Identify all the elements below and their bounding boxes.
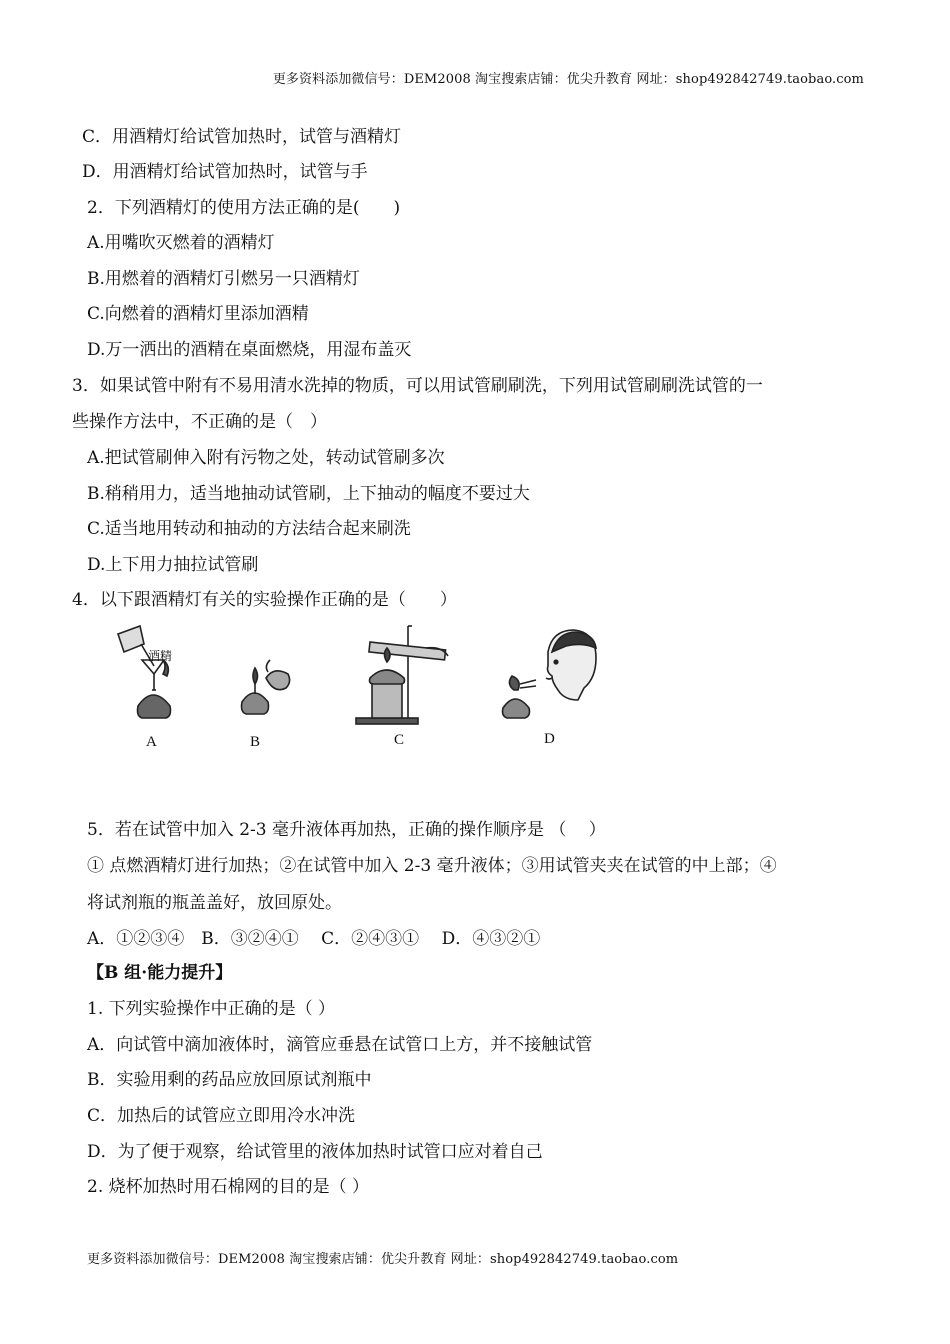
section-b-heading: 【B 组·能力提升】 [87,963,233,983]
b-question-1-option-c: C．加热后的试管应立即用冷水冲洗 [87,1106,356,1126]
figure-d-blowing [503,630,597,718]
figure-label-a: A [146,734,157,750]
alcohol-lamp-diagram [108,622,608,762]
option-c-line: C．用酒精灯给试管加热时，试管与酒精灯 [82,127,402,147]
question-4-figure [108,622,608,762]
question-5-options: A．①②③④ B．③②④① C．②④③① D．④③②① [87,929,541,949]
b-question-1-option-a: A．向试管中滴加液体时，滴管应垂悬在试管口上方，并不接触试管 [87,1035,593,1055]
figure-c-stand [356,626,448,724]
option-d-line: D．用酒精灯给试管加热时，试管与手 [82,162,368,182]
question-2: 2．下列酒精灯的使用方法正确的是( ) [87,198,401,218]
question-2-option-d: D.万一洒出的酒精在桌面燃烧，用湿布盖灭 [87,340,412,360]
question-3-line-1: 3．如果试管中附有不易用清水洗掉的物质，可以用试管刷刷洗，下列用试管刷刷洗试管的一 [72,376,763,396]
question-5: 5．若在试管中加入 2-3 毫升液体再加热，正确的操作顺序是 （ ） [87,820,606,840]
page-header: 更多资料添加微信号：DEM2008 淘宝搜索店铺：优尖升教育 网址：shop492842749.taobao.com [272,72,864,87]
figure-label-b: B [250,734,261,750]
question-3-option-a: A.把试管刷伸入附有污物之处，转动试管刷多次 [87,448,445,468]
question-2-option-c: C.向燃着的酒精灯里添加酒精 [87,304,309,324]
b-question-1: 1. 下列实验操作中正确的是（ ） [87,999,336,1019]
question-2-option-a: A.用嘴吹灭燃着的酒精灯 [87,233,275,253]
question-4: 4．以下跟酒精灯有关的实验操作正确的是（ ） [72,590,457,610]
question-3-line-2: 些操作方法中，不正确的是（ ） [72,412,327,432]
figure-label-alcohol: 酒精 [148,649,173,663]
question-3-option-c: C.适当地用转动和抽动的方法结合起来刷洗 [87,519,411,539]
question-3-option-d: D.上下用力抽拉试管刷 [87,555,259,575]
question-2-option-b: B.用燃着的酒精灯引燃另一只酒精灯 [87,269,360,289]
page-footer: 更多资料添加微信号：DEM2008 淘宝搜索店铺：优尖升教育 网址：shop492842749.taobao.com [87,1252,679,1267]
question-5-steps-line-2: 将试剂瓶的瓶盖盖好，放回原处。 [87,893,342,913]
figure-label-d: D [544,731,555,747]
question-3-option-b: B.稍稍用力，适当地抽动试管刷，上下抽动的幅度不要过大 [87,484,530,504]
figure-label-c: C [394,732,405,748]
figure-a-pouring [118,626,171,718]
figure-b-lighting [242,660,290,714]
b-question-1-option-b: B．实验用剩的药品应放回原试剂瓶中 [87,1070,372,1090]
b-question-2: 2. 烧杯加热时用石棉网的目的是（ ） [87,1177,370,1197]
question-5-steps-line-1: ① 点燃酒精灯进行加热；②在试管中加入 2-3 毫升液体；③用试管夹夹在试管的中上部；④ [87,856,777,876]
b-question-1-option-d: D．为了便于观察，给试管里的液体加热时试管口应对着自己 [87,1142,543,1162]
